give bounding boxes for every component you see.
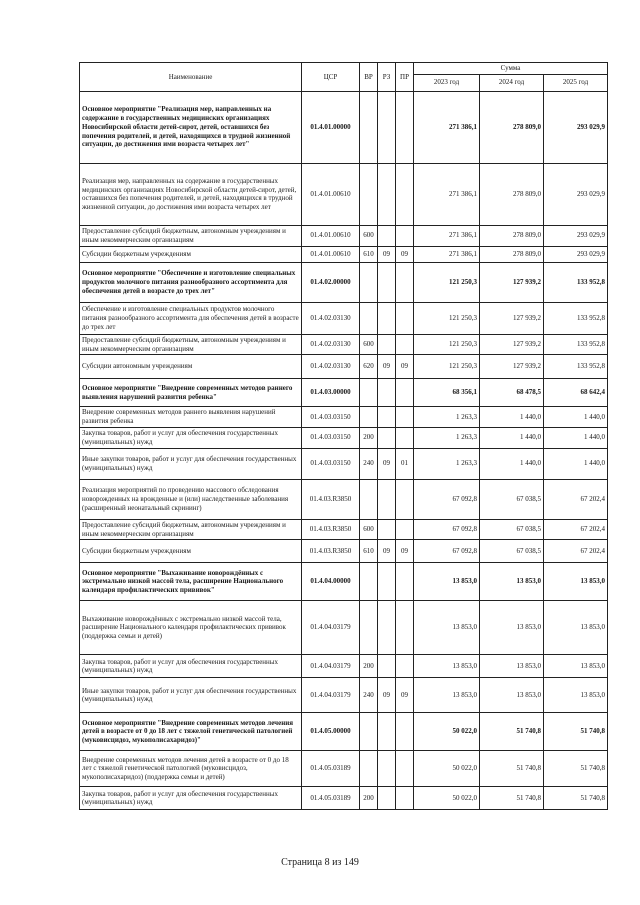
row-pr [396,91,414,163]
row-2024: 51 740,8 [480,713,544,751]
header-sum: Сумма [414,63,608,75]
row-2023: 13 853,0 [414,655,480,678]
row-vr [360,563,378,601]
header-year-2023: 2023 год [414,74,480,91]
table-row [80,225,608,246]
table-row [80,427,608,448]
row-2023: 50 022,0 [414,787,480,810]
table-row [80,678,608,713]
table-row [80,302,608,334]
header-csr: ЦСР [302,63,360,92]
row-2024: 68 478,5 [480,379,544,407]
row-2023: 271 386,1 [414,91,480,163]
row-2024: 1 440,0 [480,448,544,479]
row-vr: 600 [360,334,378,355]
row-name: Основное мероприятие "Выхаживание новорождённых с экстремально низкой массой тела, расширение Национального календаря профилактических прививок" [80,563,302,601]
row-pr [396,334,414,355]
row-pr [396,302,414,334]
row-csr: 01.4.03.03150 [302,427,360,448]
row-vr [360,91,378,163]
row-name: Закупка товаров, работ и услуг для обеспечения государственных (муниципальных) нужд [80,655,302,678]
header-vr: ВР [360,63,378,92]
row-pr [396,163,414,225]
row-2023: 271 386,1 [414,225,480,246]
row-2023: 67 092,8 [414,540,480,563]
header-rz: РЗ [378,63,396,92]
table-row [80,713,608,751]
row-rz [378,479,396,519]
header-year-2024: 2024 год [480,74,544,91]
table-row [80,334,608,355]
row-2023: 271 386,1 [414,246,480,262]
budget-table [79,62,608,810]
row-2024: 51 740,8 [480,751,544,787]
row-2025: 13 853,0 [544,678,608,713]
row-name: Выхаживание новорождённых с экстремально низкой массой тела, расширение Национального календаря профилактических прививок (поддержка семьи и детей) [80,601,302,655]
row-csr: 01.4.05.03189 [302,751,360,787]
row-2024: 13 853,0 [480,563,544,601]
row-2025: 293 029,9 [544,163,608,225]
row-rz [378,563,396,601]
row-csr: 01.4.03.R3850 [302,540,360,563]
row-pr: 01 [396,448,414,479]
row-name: Закупка товаров, работ и услуг для обеспечения государственных (муниципальных) нужд [80,787,302,810]
row-name: Внедрение современных методов лечения детей в возрасте от 0 до 18 лет с тяжелой генетической патологией (муковисцидоз, мукополисахаридоз) (поддержка семьи и детей) [80,751,302,787]
row-csr: 01.4.04.03179 [302,601,360,655]
table-row [80,407,608,428]
row-rz [378,713,396,751]
row-2024: 127 939,2 [480,302,544,334]
row-vr: 200 [360,655,378,678]
row-2023: 271 386,1 [414,163,480,225]
row-vr [360,262,378,302]
row-name: Предоставление субсидий бюджетным, автономным учреждениям и иным некоммерческим организациям [80,334,302,355]
row-csr: 01.4.02.03130 [302,355,360,379]
row-2025: 13 853,0 [544,601,608,655]
row-2023: 121 250,3 [414,302,480,334]
row-2024: 51 740,8 [480,787,544,810]
table-row [80,563,608,601]
row-name: Основное мероприятие "Внедрение современных методов раннего выявления нарушений развития ребенка" [80,379,302,407]
row-name: Предоставление субсидий бюджетным, автономным учреждениям и иным некоммерческим организациям [80,519,302,540]
row-vr: 600 [360,225,378,246]
row-csr: 01.4.04.03179 [302,678,360,713]
row-2025: 67 202,4 [544,479,608,519]
table-row [80,379,608,407]
row-pr [396,713,414,751]
row-2025: 67 202,4 [544,519,608,540]
row-pr [396,751,414,787]
row-2025: 133 952,8 [544,262,608,302]
row-rz [378,379,396,407]
row-name: Субсидии бюджетным учреждениям [80,246,302,262]
row-name: Иные закупки товаров, работ и услуг для обеспечения государственных (муниципальных) нужд [80,448,302,479]
row-name: Основное мероприятие "Реализация мер, направленных на содержание в государственных медицинских организациях Новосибирской области детей-сирот, детей, оставшихся без попечения родителей, и детей, находящихся в трудной жизненной ситуации, до достижения ими возраста четырех лет" [80,91,302,163]
row-2024: 13 853,0 [480,655,544,678]
row-rz [378,334,396,355]
row-vr: 240 [360,678,378,713]
header-pr: ПР [396,63,414,92]
row-pr [396,379,414,407]
row-csr: 01.4.03.03150 [302,407,360,428]
row-name: Субсидии автономным учреждениям [80,355,302,379]
row-pr [396,601,414,655]
row-rz [378,427,396,448]
row-pr: 09 [396,540,414,563]
row-2023: 68 356,1 [414,379,480,407]
row-2024: 67 038,5 [480,479,544,519]
row-name: Иные закупки товаров, работ и услуг для обеспечения государственных (муниципальных) нужд [80,678,302,713]
row-2024: 67 038,5 [480,540,544,563]
row-csr: 01.4.03.03150 [302,448,360,479]
row-pr: 09 [396,246,414,262]
table-row [80,355,608,379]
row-pr [396,655,414,678]
row-vr [360,601,378,655]
row-2025: 133 952,8 [544,334,608,355]
row-2023: 1 263,3 [414,427,480,448]
table-row [80,246,608,262]
row-pr [396,479,414,519]
row-2025: 133 952,8 [544,302,608,334]
row-2025: 51 740,8 [544,751,608,787]
row-pr [396,427,414,448]
row-2025: 67 202,4 [544,540,608,563]
row-2023: 50 022,0 [414,751,480,787]
row-vr: 200 [360,787,378,810]
row-2025: 133 952,8 [544,355,608,379]
row-csr: 01.4.03.R3850 [302,519,360,540]
table-row [80,448,608,479]
row-2023: 121 250,3 [414,334,480,355]
table-row [80,519,608,540]
row-2024: 127 939,2 [480,262,544,302]
row-vr [360,379,378,407]
row-2024: 278 809,0 [480,225,544,246]
row-csr: 01.4.03.R3850 [302,479,360,519]
row-name: Внедрение современных методов раннего выявления нарушений развития ребенка [80,407,302,428]
row-2023: 13 853,0 [414,563,480,601]
row-name: Предоставление субсидий бюджетным, автономным учреждениям и иным некоммерческим организациям [80,225,302,246]
row-rz [378,655,396,678]
row-2025: 13 853,0 [544,655,608,678]
header-year-2025: 2025 год [544,74,608,91]
row-vr: 620 [360,355,378,379]
row-vr [360,163,378,225]
row-csr: 01.4.02.03130 [302,302,360,334]
table-row [80,655,608,678]
row-rz [378,262,396,302]
row-name: Основное мероприятие "Внедрение современных методов лечения детей в возрасте от 0 до 18 лет с тяжелой генетической патологией (муковисцидоз, мукополисахаридоз)" [80,713,302,751]
row-2025: 13 853,0 [544,563,608,601]
row-csr: 01.4.02.00000 [302,262,360,302]
row-pr [396,787,414,810]
row-2025: 1 440,0 [544,448,608,479]
row-2023: 13 853,0 [414,601,480,655]
table-row [80,262,608,302]
row-pr [396,407,414,428]
table-row [80,540,608,563]
row-csr: 01.4.02.03130 [302,334,360,355]
row-2025: 293 029,9 [544,225,608,246]
row-2025: 1 440,0 [544,427,608,448]
row-2024: 278 809,0 [480,163,544,225]
row-rz [378,751,396,787]
row-name: Закупка товаров, работ и услуг для обеспечения государственных (муниципальных) нужд [80,427,302,448]
row-name: Основное мероприятие "Обеспечение и изготовление специальных продуктов молочного питания разнообразного ассортимента для обеспечения детей в возрасте до трех лет" [80,262,302,302]
row-2025: 68 642,4 [544,379,608,407]
row-vr: 240 [360,448,378,479]
row-rz: 09 [378,678,396,713]
row-name: Реализация мер, направленных на содержание в государственных медицинских организациях Новосибирской области детей-сирот, детей, оставшихся без попечения родителей, и детей, находящихся в трудной жизненной ситуации, до достижения ими возраста четырех лет [80,163,302,225]
table-body [80,91,608,810]
row-2023: 67 092,8 [414,519,480,540]
row-rz [378,225,396,246]
row-rz [378,787,396,810]
row-2024: 13 853,0 [480,601,544,655]
row-csr: 01.4.04.00000 [302,563,360,601]
row-rz [378,163,396,225]
row-vr [360,751,378,787]
row-2025: 51 740,8 [544,787,608,810]
row-csr: 01.4.03.00000 [302,379,360,407]
row-vr: 600 [360,519,378,540]
row-2024: 13 853,0 [480,678,544,713]
row-vr [360,302,378,334]
row-2025: 1 440,0 [544,407,608,428]
row-2025: 293 029,9 [544,91,608,163]
row-rz: 09 [378,540,396,563]
row-2024: 127 939,2 [480,355,544,379]
row-2023: 67 092,8 [414,479,480,519]
row-pr [396,262,414,302]
row-pr [396,519,414,540]
row-2024: 1 440,0 [480,427,544,448]
row-2024: 67 038,5 [480,519,544,540]
row-name: Субсидии бюджетным учреждениям [80,540,302,563]
row-csr: 01.4.01.00610 [302,246,360,262]
row-rz [378,91,396,163]
row-rz [378,407,396,428]
row-2023: 1 263,3 [414,448,480,479]
row-vr: 610 [360,246,378,262]
row-pr: 09 [396,678,414,713]
row-vr: 610 [360,540,378,563]
row-name: Обеспечение и изготовление специальных продуктов молочного питания разнообразного ассортимента для обеспечения детей в возрасте до трех лет [80,302,302,334]
row-csr: 01.4.01.00610 [302,225,360,246]
row-2023: 121 250,3 [414,355,480,379]
row-csr: 01.4.05.03189 [302,787,360,810]
row-2024: 278 809,0 [480,246,544,262]
row-2024: 278 809,0 [480,91,544,163]
row-vr [360,407,378,428]
row-2023: 1 263,3 [414,407,480,428]
row-2023: 50 022,0 [414,713,480,751]
row-name: Реализация мероприятий по проведению массового обследования новорожденных на врожденные и (или) наследственные заболевания (расширенный неонатальный скрининг) [80,479,302,519]
header-name: Наименование [80,63,302,92]
row-2024: 1 440,0 [480,407,544,428]
row-2023: 121 250,3 [414,262,480,302]
row-2025: 293 029,9 [544,246,608,262]
row-csr: 01.4.01.00610 [302,163,360,225]
table-row [80,91,608,163]
table-row [80,163,608,225]
row-2025: 51 740,8 [544,713,608,751]
row-rz [378,519,396,540]
table-row [80,479,608,519]
row-2023: 13 853,0 [414,678,480,713]
row-rz: 09 [378,355,396,379]
table-row [80,787,608,810]
row-rz [378,302,396,334]
row-vr [360,713,378,751]
row-pr [396,563,414,601]
row-pr [396,225,414,246]
row-csr: 01.4.05.00000 [302,713,360,751]
table-row [80,751,608,787]
row-rz: 09 [378,448,396,479]
row-csr: 01.4.04.03179 [302,655,360,678]
row-vr: 200 [360,427,378,448]
row-rz [378,601,396,655]
page-footer: Страница 8 из 149 [281,857,359,868]
row-pr: 09 [396,355,414,379]
row-vr [360,479,378,519]
row-rz: 09 [378,246,396,262]
row-2024: 127 939,2 [480,334,544,355]
table-row [80,601,608,655]
row-csr: 01.4.01.00000 [302,91,360,163]
